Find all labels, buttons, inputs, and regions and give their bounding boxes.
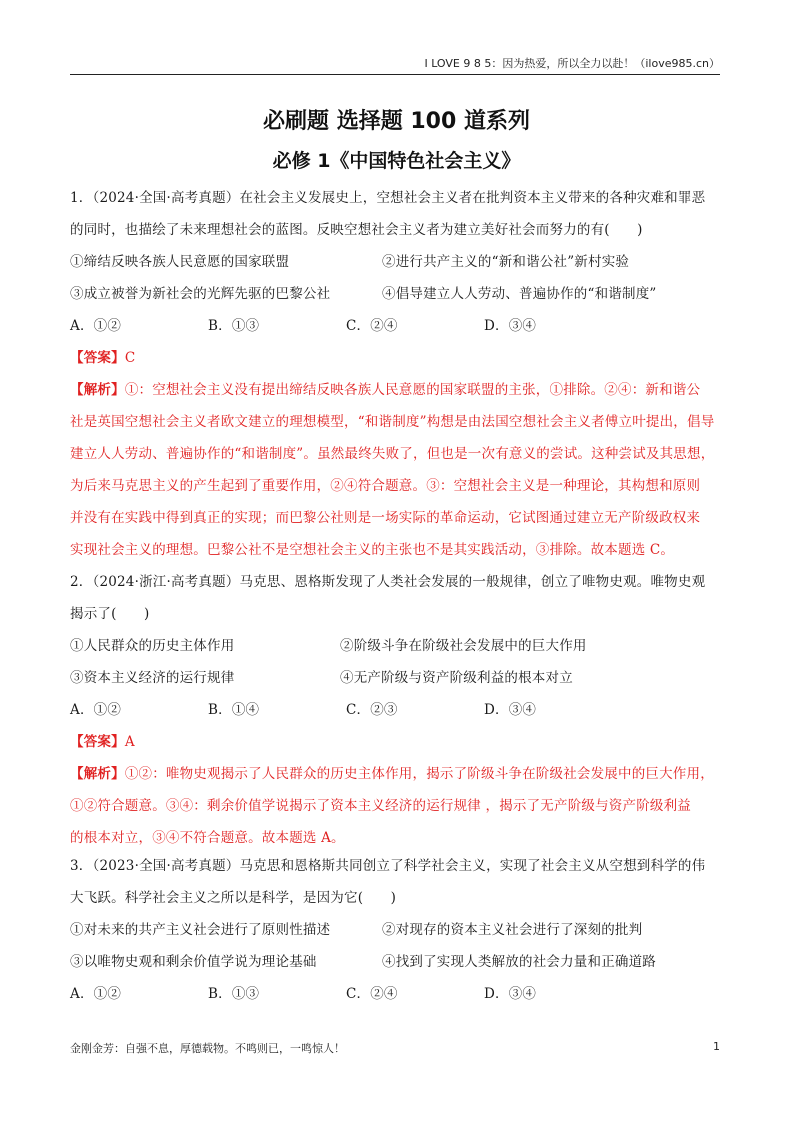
q1-choice-a: A．①② [70, 318, 122, 334]
q2-analysis-line3: 的根本对立，③④不符合题意。故本题选 A。 [70, 830, 345, 846]
q3-option-3: ③以唯物史观和剩余价值学说为理论基础 [70, 954, 317, 970]
q1-option-1: ①缔结反映各族人民意愿的国家联盟 [70, 254, 290, 270]
q1-answer-label: 【答案】 [70, 350, 125, 366]
q2-options-row2 [70, 666, 720, 686]
q1-analysis-line5: 并没有在实践中得到真正的实现；而巴黎公社则是一场实际的革命运动，它试图通过建立无产阶级政权来 [70, 510, 701, 526]
q1-stem-line2: 的同时，也描绘了未来理想社会的蓝图。反映空想社会主义者为建立美好社会而努力的有( ) [70, 222, 643, 238]
q1-analysis-line3: 建立人人劳动、普遍协作的“和谐制度”。虽然最终失败了，但也是一次有意义的尝试。这种尝试及其思想， [70, 446, 715, 462]
q2-choice-b: B．①④ [208, 702, 260, 718]
q2-analysis-line2: ①②符合题意。③④：剩余价值学说揭示了资本主义经济的运行规律 ，揭示了无产阶级与资产阶级利益 [70, 798, 691, 814]
q1-choice-c: C．②④ [346, 318, 398, 334]
q1-option-4: ④倡导建立人人劳动、普遍协作的“和谐制度” [382, 286, 657, 302]
q2-option-3: ③资本主义经济的运行规律 [70, 670, 235, 686]
page-number: 1 [713, 1040, 720, 1053]
q3-choice-c: C．②④ [346, 986, 398, 1002]
q2-option-4: ④无产阶级与资产阶级利益的根本对立 [340, 670, 573, 686]
q1-stem-line1: 1．（2024·全国·高考真题）在社会主义发展史上，空想社会主义者在批判资本主义带来的各种灾难和罪恶 [70, 190, 706, 206]
q2-analysis-line1: 【解析】①②：唯物史观揭示了人民群众的历史主体作用，揭示了阶级斗争在阶级社会发展中的巨大作用， [70, 766, 714, 782]
q3-choice-a: A．①② [70, 986, 122, 1002]
q2-answer-value: A [124, 734, 135, 750]
q1-choice-d: D．③④ [484, 318, 537, 334]
q3-stem-line1: 3．（2023·全国·高考真题）马克思和恩格斯共同创立了科学社会主义，实现了社会主义从空想到科学的伟 [70, 858, 706, 874]
q2-analysis-label: 【解析】 [70, 766, 125, 782]
page-subtitle: 必修 1《中国特色社会主义》 [272, 150, 521, 172]
q2-choice-a: A．①② [70, 702, 122, 718]
q2-options-row1 [70, 634, 720, 654]
q1-option-2: ②进行共产主义的“新和谐公社”新村实验 [382, 254, 630, 270]
q3-choice-d: D．③④ [484, 986, 537, 1002]
q1-analysis-line4: 为后来马克思主义的产生起到了重要作用，②④符合题意。③：空想社会主义是一种理论，其构想和原则 [70, 478, 701, 494]
q2-stem-line1: 2．（2024·浙江·高考真题）马克思、恩格斯发现了人类社会发展的一般规律，创立了唯物史观。唯物史观 [70, 574, 706, 590]
q1-analysis-label: 【解析】 [70, 382, 125, 398]
q1-analysis-line1: 【解析】①：空想社会主义没有提出缔结反映各族人民意愿的国家联盟的主张，①排除。②④：新和谐公 [70, 382, 701, 398]
q3-choice-b: B．①③ [208, 986, 260, 1002]
q2-option-2: ②阶级斗争在阶级社会发展中的巨大作用 [340, 638, 587, 654]
q2-option-1: ①人民群众的历史主体作用 [70, 638, 235, 654]
q1-options-row1 [70, 250, 720, 270]
q3-stem-line2: 大飞跃。科学社会主义之所以是科学，是因为它( ) [70, 890, 397, 906]
q3-options-row2 [70, 950, 720, 970]
q1-option-3: ③成立被誉为新社会的光辉先驱的巴黎公社 [70, 286, 331, 302]
q1-choice-b: B．①③ [208, 318, 260, 334]
q1-options-row2 [70, 282, 720, 302]
q2-choice-d: D．③④ [484, 702, 537, 718]
q1-choices [70, 314, 720, 334]
q2-choice-c: C．②③ [346, 702, 398, 718]
footer-motto: 金刚金芳：自强不息，厚德载物。不鸣则已，一鸣惊人！ [70, 1042, 345, 1055]
q1-answer-value: C [124, 350, 136, 366]
q2-choices [70, 698, 720, 718]
q3-choices [70, 982, 720, 1002]
q3-option-2: ②对现存的资本主义社会进行了深刻的批判 [382, 922, 643, 938]
q2-answer [70, 730, 720, 750]
q1-answer [70, 346, 720, 366]
q2-answer-label: 【答案】 [70, 734, 125, 750]
q1-analysis-line6: 实现社会主义的理想。巴黎公社不是空想社会主义的主张也不是其实践活动，③排除。故本题选 C。 [70, 542, 675, 558]
q3-options-row1 [70, 918, 720, 938]
page-title: 必刷题 选择题 100 道系列 [263, 109, 530, 134]
q1-analysis-line2: 社是英国空想社会主义者欧文建立的理想模型，“和谐制度”构想是由法国空想社会主义者傅立叶提出，倡导 [70, 414, 715, 430]
q3-option-1: ①对未来的共产主义社会进行了原则性描述 [70, 922, 331, 938]
q3-option-4: ④找到了实现人类解放的社会力量和正确道路 [382, 954, 656, 970]
page-header: I LOVE 9 8 5：因为热爱，所以全力以赴！（ilove985.cn） [70, 56, 720, 75]
q2-stem-line2: 揭示了( ) [70, 606, 150, 622]
